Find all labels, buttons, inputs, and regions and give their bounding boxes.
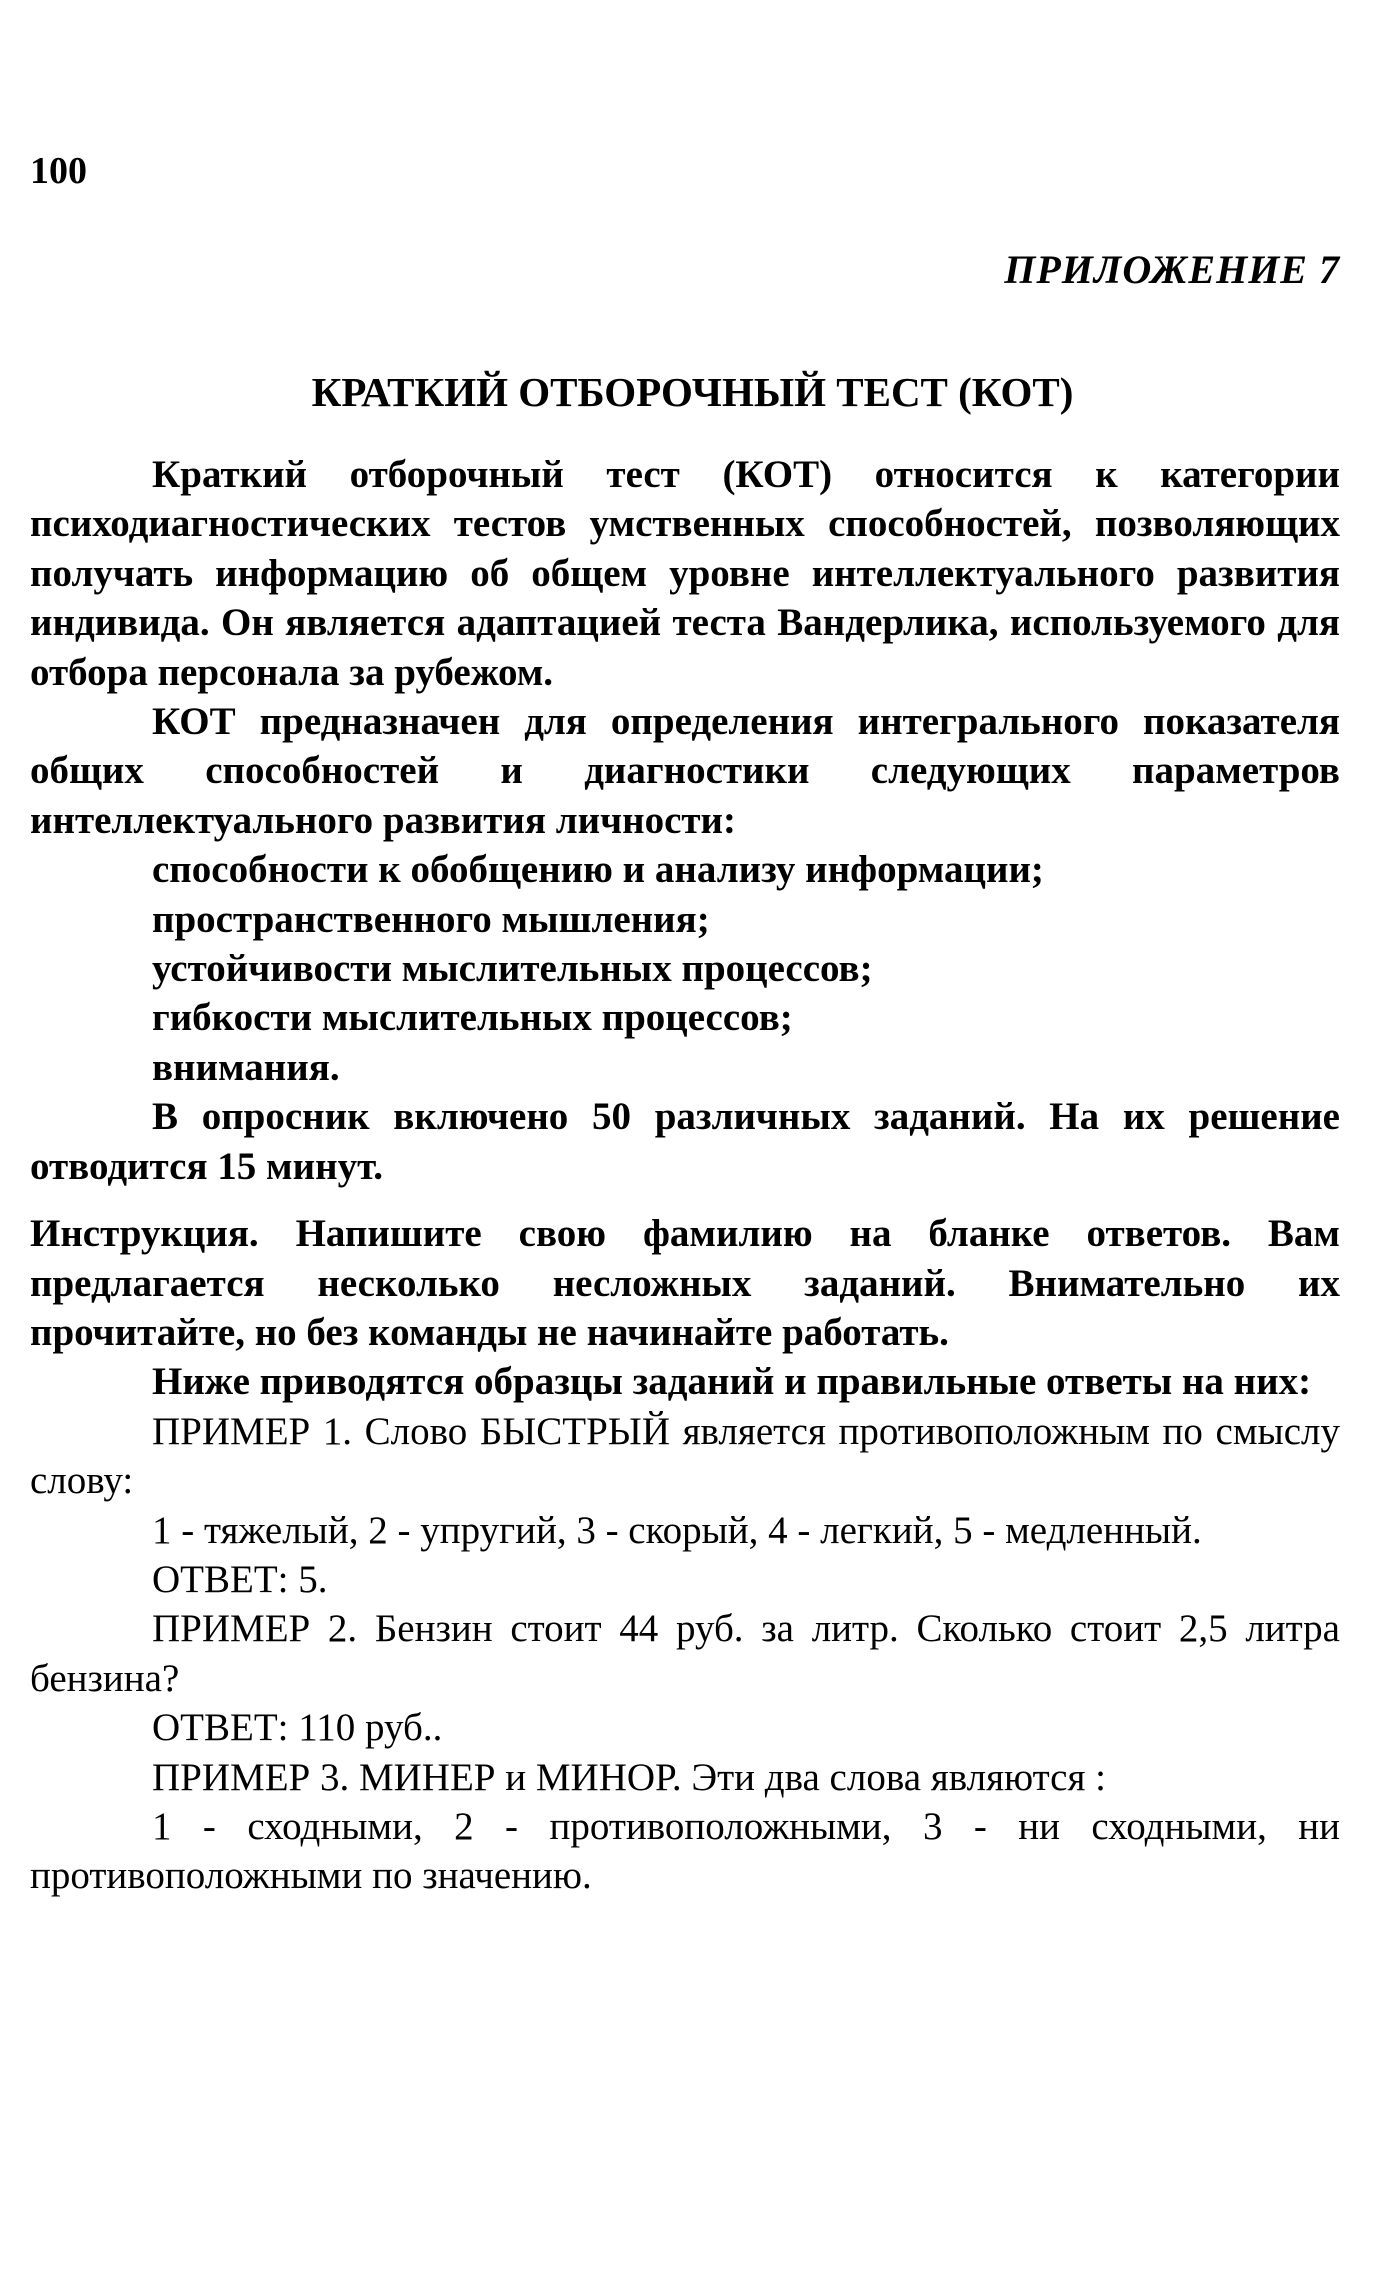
instruction-paragraph [30,1209,1340,1357]
parameter-item: устойчивости мыслительных процессов; [152,947,873,991]
example3-question: ПРИМЕР 3. МИНЕР и МИНОР. Эти два слова являются : [152,1755,1106,1799]
example1-options: 1 - тяжелый, 2 - упругий, 3 - скорый, 4 - легкий, 5 - медленный. [152,1508,1202,1552]
page-number: 100 [30,150,87,192]
document-title: КРАТКИЙ ОТБОРОЧНЫЙ ТЕСТ (КОТ) [311,369,1074,415]
appendix-label: ПРИЛОЖЕНИЕ 7 [1004,247,1340,292]
purpose-paragraph: КОТ предназначен для определения интегрального показателя общих способностей и диагностики следующих параметров интеллектуального развития личности: [30,700,1340,842]
document-body [30,450,1340,1901]
example2-question: ПРИМЕР 2. Бензин стоит 44 руб. за литр. Сколько стоит 2,5 литра бензина? [30,1607,1340,1700]
intro-paragraph: Краткий отборочный тест (КОТ) относится к категории психодиагностических тестов умственных способностей, позволяющих получать информацию об общем уровне интеллектуального развития индивида. Он является адаптацией теста Вандерлика, используемого для отбора персонала за рубежом. [30,453,1340,694]
example1-answer: ОТВЕТ: 5. [152,1557,328,1601]
instruction-text: Напишите свою фамилию на бланке ответов. Вам предлагается несколько несложных заданий. Внимательно их прочитайте, но без команды не начинайте работать. [30,1212,1340,1354]
example3-options: 1 - сходными, 2 - противоположными, 3 - ни сходными, ни противоположными по значению. [30,1804,1340,1898]
parameter-item: гибкости мыслительных процессов; [152,996,793,1040]
parameter-item: способности к обобщению и анализу информации; [152,848,1044,892]
tasks-paragraph: В опросник включено 50 различных заданий. На их решение отводится 15 минут. [30,1095,1340,1188]
samples-intro: Ниже приводятся образцы заданий и правильные ответы на них: [152,1360,1312,1404]
parameter-item: внимания. [152,1045,340,1089]
example2-answer: ОТВЕТ: 110 руб.. [152,1706,443,1750]
instruction-label: Инструкция. [30,1212,259,1256]
example1-question: ПРИМЕР 1. Слово БЫСТРЫЙ является противоположным по смыслу слову: [30,1409,1340,1503]
parameter-item: пространственного мышления; [152,897,710,941]
